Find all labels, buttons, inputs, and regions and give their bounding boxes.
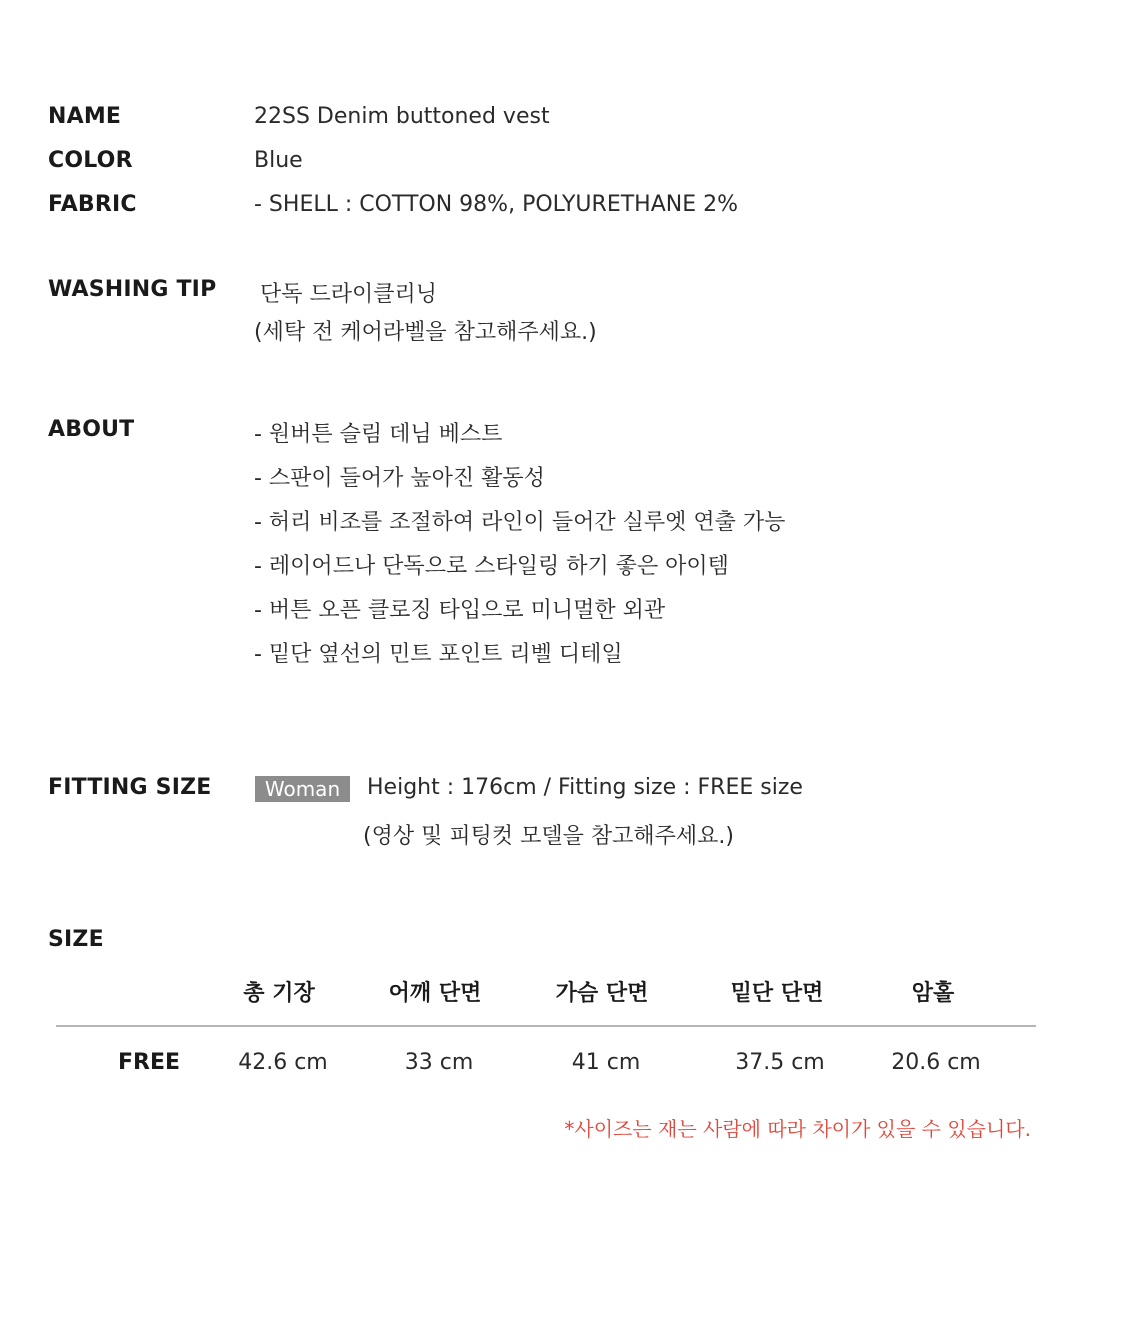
fabric-label: FABRIC [48,192,137,217]
value-shoulder-width: 33 cm [404,1050,474,1075]
washing-tip-line-1: 단독 드라이클리닝 [260,282,438,307]
washing-tip-label: WASHING TIP [48,277,217,302]
about-item: - 원버튼 슬림 데님 베스트 [254,422,503,447]
size-disclaimer: *사이즈는 재는 사람에 따라 차이가 있을 수 있습니다. [564,1117,1031,1141]
table-divider [56,1025,1036,1027]
header-hem-width: 밑단 단면 [730,981,824,1006]
about-item: - 허리 비조를 조절하여 라인이 들어간 실루엣 연출 가능 [254,510,786,535]
woman-badge: Woman [255,776,350,802]
about-label: ABOUT [48,417,135,442]
about-item: - 버튼 오픈 클로징 타입으로 미니멀한 외관 [254,598,666,623]
product-fabric: - SHELL : COTTON 98%, POLYURETHANE 2% [254,192,738,217]
about-item: - 스판이 들어가 높아진 활동성 [254,466,545,491]
value-chest-width: 41 cm [571,1050,641,1075]
header-armhole: 암홀 [911,981,955,1006]
color-label: COLOR [48,148,133,173]
header-chest-width: 가슴 단면 [555,981,649,1006]
size-row-label: FREE [118,1050,181,1075]
product-name: 22SS Denim buttoned vest [254,104,550,129]
fitting-size-label: FITTING SIZE [48,775,212,800]
about-item: - 밑단 옆선의 민트 포인트 리벨 디테일 [254,642,623,667]
name-label: NAME [48,104,122,129]
washing-tip-line-2: (세탁 전 케어라벨을 참고해주세요.) [254,320,597,345]
value-armhole: 20.6 cm [891,1050,981,1075]
size-label: SIZE [48,927,104,952]
product-color: Blue [254,148,303,173]
fitting-info: Height : 176cm / Fitting size : FREE size [367,775,803,800]
value-total-length: 42.6 cm [238,1050,328,1075]
header-shoulder-width: 어깨 단면 [388,981,482,1006]
fitting-note: (영상 및 피팅컷 모델을 참고해주세요.) [363,824,734,849]
about-item: - 레이어드나 단독으로 스타일링 하기 좋은 아이템 [254,554,729,579]
header-total-length: 총 기장 [243,981,315,1006]
value-hem-width: 37.5 cm [735,1050,825,1075]
